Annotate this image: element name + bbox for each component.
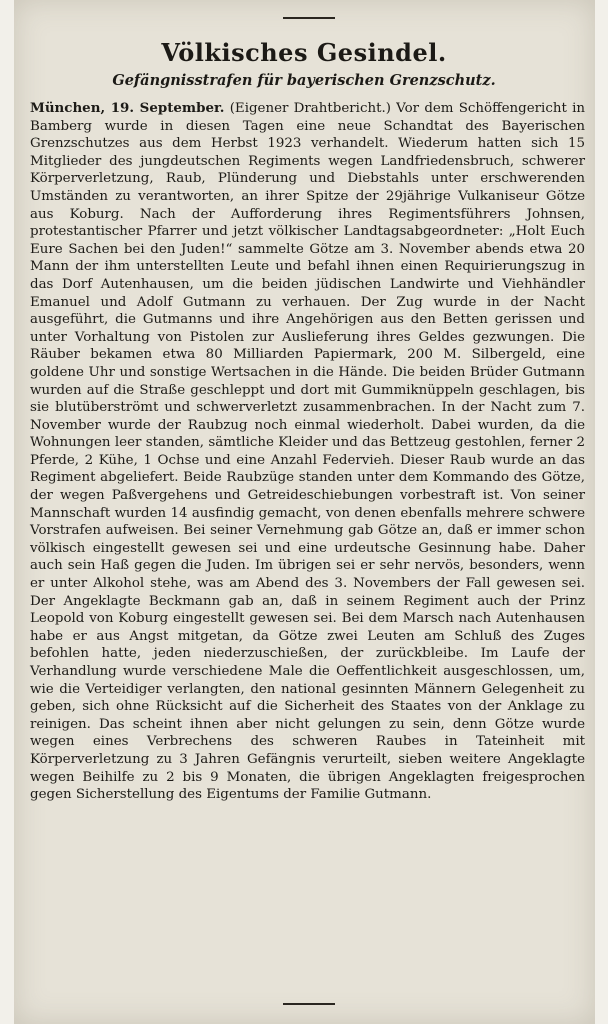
article-headline: Völkisches Gesindel. [161,38,447,67]
bottom-divider [283,1003,335,1005]
article-dateline: München, 19. September. [30,100,225,116]
scan-edge-left [0,0,14,1024]
article-body [30,100,585,804]
article-subheadline: Gefängnisstrafen für bayerischen Grenzschutz. [112,72,496,89]
article-text: (Eigener Drahtbericht.) Vor dem Schöffengericht in Bamberg wurde in diesen Tagen eine neue Schandtat des Bayerischen Grenzschutzes aus dem Herbst 1923 verhandelt. Wiederum hatten sich 15 Mitglieder des jungdeutschen Regiments wegen Landfriedensbruch, schwerer Körperverletzung, Raub, Plünderung und Diebstahls unter erschwerenden Umständen zu verantworten, an ihrer Spitze der 29jährige Vulkaniseur Götze aus Koburg. Nach der Aufforderung ihres Regimentsführers Johnsen, protestantischer Pfarrer und jetzt völkischer Landtagsabgeordneter: „Holt Euch Eure Sachen bei den Juden!“ sammelte Götze am 3. November abends etwa 20 Mann der ihm unterstellten Leute und befahl ihnen einen Requirierungszug in das Dorf Autenhausen, um die beiden jüdischen Landwirte und Viehhändler Emanuel und Adolf Gutmann zu verhauen. Der Zug wurde in der Nacht ausgeführt, die Gutmanns und ihre Angehörigen aus den Betten gerissen und unter Vorhaltung von Pistolen zur Auslieferung ihres Geldes gezwungen. Die Räuber bekamen etwa 80 Milliarden Papiermark, 200 M. Silbergeld, eine goldene Uhr und sonstige Wertsachen in die Hände. Die beiden Brüder Gutmann wurden auf die Straße geschleppt und dort mit Gummiknüppeln geschlagen, bis sie blutüberströmt und schwerverletzt zusammenbrachen. In der Nacht zum 7. November wurde der Raubzug noch einmal wiederholt. Dabei wurden, da die Wohnungen leer standen, sämtliche Kleider und das Bettzeug gestohlen, ferner 2 Pferde, 2 Kühe, 1 Ochse und eine Anzahl Federvieh. Dieser Raub wurde an das Regiment abgeliefert. Beide Raubzüge standen unter dem Kommando des Götze, der wegen Paßvergehens und Getreideschiebungen vorbestraft ist. Von seiner Mannschaft wurden 14 ausfindig gemacht, von denen ebenfalls mehrere schwere Vorstrafen aufweisen. Bei seiner Vernehmung gab Götze an, daß er immer schon völkisch eingestellt gewesen sei und eine urdeutsche Gesinnung habe. Daher auch sein Haß gegen die Juden. Im übrigen sei er sehr nervös, besonders, wenn er unter Alkohol stehe, was am Abend des 3. Novembers der Fall gewesen sei. Der Angeklagte Beckmann gab an, daß in seinem Regiment auch der Prinz Leopold von Koburg eingestellt gewesen sei. Bei dem Marsch nach Autenhausen habe er aus Angst mitgetan, da Götze zwei Leuten am Schluß des Zuges befohlen hatte, jeden niederzuschießen, der zurückbleibe. Im Laufe der Verhandlung wurde verschiedene Male die Oeffentlichkeit ausgeschlossen, um, wie die Verteidiger verlangten, den national gesinnten Männern Gelegenheit zu geben, sich ohne Rücksicht auf die Sicherheit des Staates von der Anklage zu reinigen. Das scheint ihnen aber nicht gelungen zu sein, denn Götze wurde wegen eines Verbrechens des schweren Raubes in Tateinheit mit Körperverletzung zu 3 Jahren Gefängnis verurteilt, sieben weitere Angeklagte wegen Beihilfe zu 2 bis 9 Monaten, die übrigen Angeklagten freigesprochen gegen Sicherstellung des Eigentums der Familie Gutmann. [30,101,585,803]
top-divider [283,17,335,19]
scan-edge-right [595,0,608,1024]
